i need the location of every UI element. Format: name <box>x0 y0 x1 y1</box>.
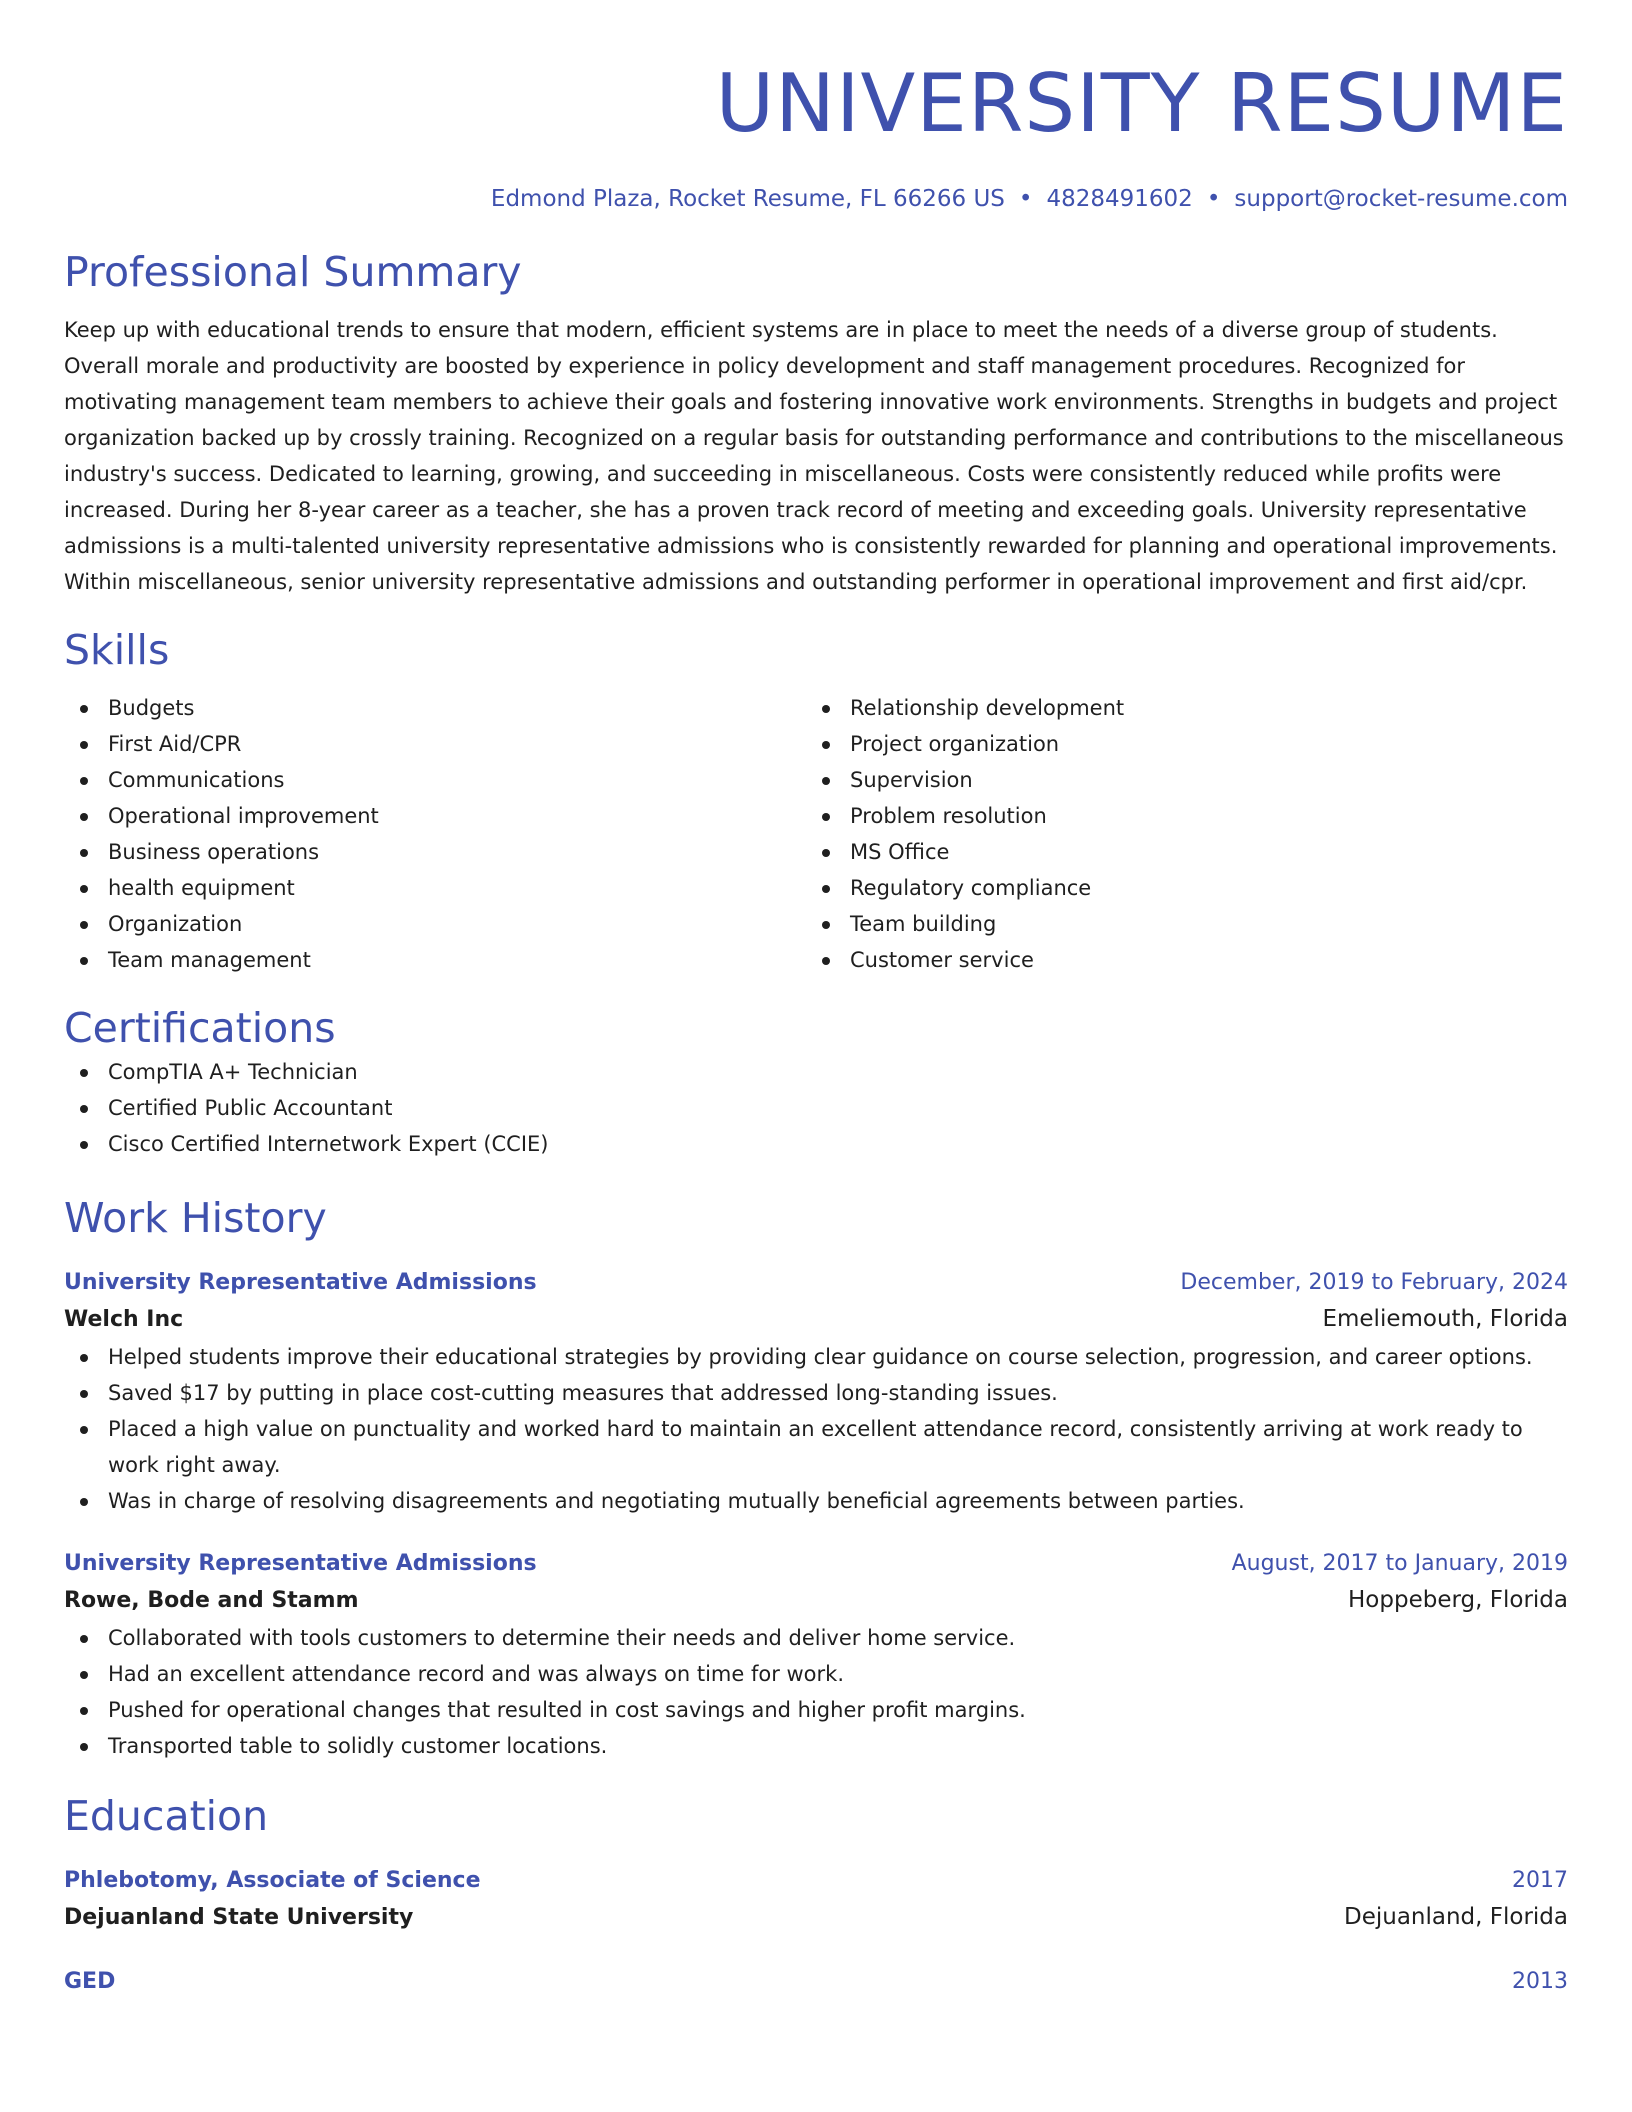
education-section <box>64 1790 1568 1999</box>
education-degree: GED <box>64 1969 116 1994</box>
skill-item: Organization <box>64 906 806 942</box>
job-company-row <box>64 1300 1568 1339</box>
job-company: Welch Inc <box>64 1307 184 1332</box>
job-location: Hoppeberg, Florida <box>1348 1587 1568 1613</box>
education-school-row <box>64 1898 1568 1937</box>
skills-column-left <box>64 690 806 978</box>
job-bullet-list <box>64 1339 1568 1519</box>
education-entry <box>64 1864 1568 1937</box>
skill-item: Relationship development <box>806 690 1548 726</box>
job-entry <box>64 1266 1568 1519</box>
skill-item: health equipment <box>64 870 806 906</box>
job-bullet: Collaborated with tools customers to determine their needs and deliver home service. <box>64 1620 1568 1656</box>
summary-text: Keep up with educational trends to ensure that modern, efficient systems are in place to meet the needs of a diverse group of students. Overall morale and productivity are boosted by experience in policy development and staff management procedures. Recognized for motivating management team members to achieve their goals and fostering innovative work environments. Strengths in budgets and project organization backed up by crossly training. Recognized on a regular basis for outstanding performance and contributions to the miscellaneous industry's success. Dedicated to learning, growing, and succeeding in miscellaneous. Costs were consistently reduced while profits were increased. During her 8-year career as a teacher, she has a proven track record of meeting and exceeding goals. University representative admissions is a multi-talented university representative admissions who is consistently rewarded for planning and operational improvements. Within miscellaneous, senior university representative admissions and outstanding performer in operational improvement and first aid/cpr. <box>64 318 1564 594</box>
skill-item: Customer service <box>806 942 1548 978</box>
certifications-list <box>64 1054 1568 1162</box>
skill-item: Problem resolution <box>806 798 1548 834</box>
section-title-skills: Skills <box>64 626 170 674</box>
job-title: University Representative Admissions <box>64 1551 537 1576</box>
education-entry <box>64 1965 1568 1999</box>
skills-section <box>64 624 1568 978</box>
section-title-summary: Professional Summary <box>64 248 522 296</box>
skills-column-right <box>806 690 1548 978</box>
skill-item: Business operations <box>64 834 806 870</box>
job-location: Emeliemouth, Florida <box>1322 1306 1568 1332</box>
skill-item: Team building <box>806 906 1548 942</box>
skill-item: Budgets <box>64 690 806 726</box>
education-year: 2017 <box>1512 1868 1568 1893</box>
job-entry <box>64 1547 1568 1764</box>
education-school: Dejuanland State University <box>64 1905 414 1930</box>
job-header-row <box>64 1547 1568 1581</box>
certifications-section <box>64 1002 1568 1162</box>
job-bullet: Had an excellent attendance record and was always on time for work. <box>64 1656 1568 1692</box>
contact-line <box>64 182 1568 216</box>
job-company: Rowe, Bode and Stamm <box>64 1588 359 1613</box>
certification-item: Cisco Certified Internetwork Expert (CCIE) <box>64 1126 1568 1162</box>
contact-separator: • <box>1206 186 1221 212</box>
skill-item: Communications <box>64 762 806 798</box>
certification-item: Certified Public Accountant <box>64 1090 1568 1126</box>
section-title-work-history: Work History <box>64 1194 327 1242</box>
job-dates: August, 2017 to January, 2019 <box>1231 1551 1568 1576</box>
job-company-row <box>64 1581 1568 1620</box>
job-bullet: Pushed for operational changes that resulted in cost savings and higher profit margins. <box>64 1692 1568 1728</box>
job-dates: December, 2019 to February, 2024 <box>1180 1270 1568 1295</box>
section-title-certifications: Certifications <box>64 1004 336 1052</box>
skill-item: First Aid/CPR <box>64 726 806 762</box>
work-history-section <box>64 1192 1568 1764</box>
job-title: University Representative Admissions <box>64 1270 537 1295</box>
skills-grid <box>64 690 1568 978</box>
job-bullet-list <box>64 1620 1568 1764</box>
education-location: Dejuanland, Florida <box>1343 1904 1568 1930</box>
resume-name: UNIVERSITY RESUME <box>715 57 1568 150</box>
resume-page <box>64 0 1568 1999</box>
job-bullet: Helped students improve their educational strategies by providing clear guidance on course selection, progression, and career options. <box>64 1339 1568 1375</box>
certification-item: CompTIA A+ Technician <box>64 1054 1568 1090</box>
education-header-row <box>64 1965 1568 1999</box>
job-bullet: Placed a high value on punctuality and worked hard to maintain an excellent attendance record, consistently arriving at work ready to work right away. <box>64 1411 1568 1483</box>
job-bullet: Transported table to solidly customer locations. <box>64 1728 1568 1764</box>
education-degree: Phlebotomy, Associate of Science <box>64 1868 481 1893</box>
job-bullet: Was in charge of resolving disagreements and negotiating mutually beneficial agreements between parties. <box>64 1483 1568 1519</box>
skill-item: Operational improvement <box>64 798 806 834</box>
resume-header <box>64 0 1568 216</box>
job-header-row <box>64 1266 1568 1300</box>
skill-item: Regulatory compliance <box>806 870 1548 906</box>
skill-item: Team management <box>64 942 806 978</box>
section-title-education: Education <box>64 1792 269 1840</box>
skill-item: MS Office <box>806 834 1548 870</box>
contact-separator: • <box>1018 186 1033 212</box>
contact-email[interactable]: support@rocket-resume.com <box>1234 186 1568 212</box>
job-bullet: Saved $17 by putting in place cost-cutting measures that addressed long-standing issues. <box>64 1375 1568 1411</box>
summary-section <box>64 246 1568 600</box>
contact-phone: 4828491602 <box>1046 186 1193 212</box>
contact-address: Edmond Plaza, Rocket Resume, FL 66266 US <box>490 186 1005 212</box>
education-year: 2013 <box>1512 1969 1568 1994</box>
skill-item: Supervision <box>806 762 1548 798</box>
skill-item: Project organization <box>806 726 1548 762</box>
education-header-row <box>64 1864 1568 1898</box>
